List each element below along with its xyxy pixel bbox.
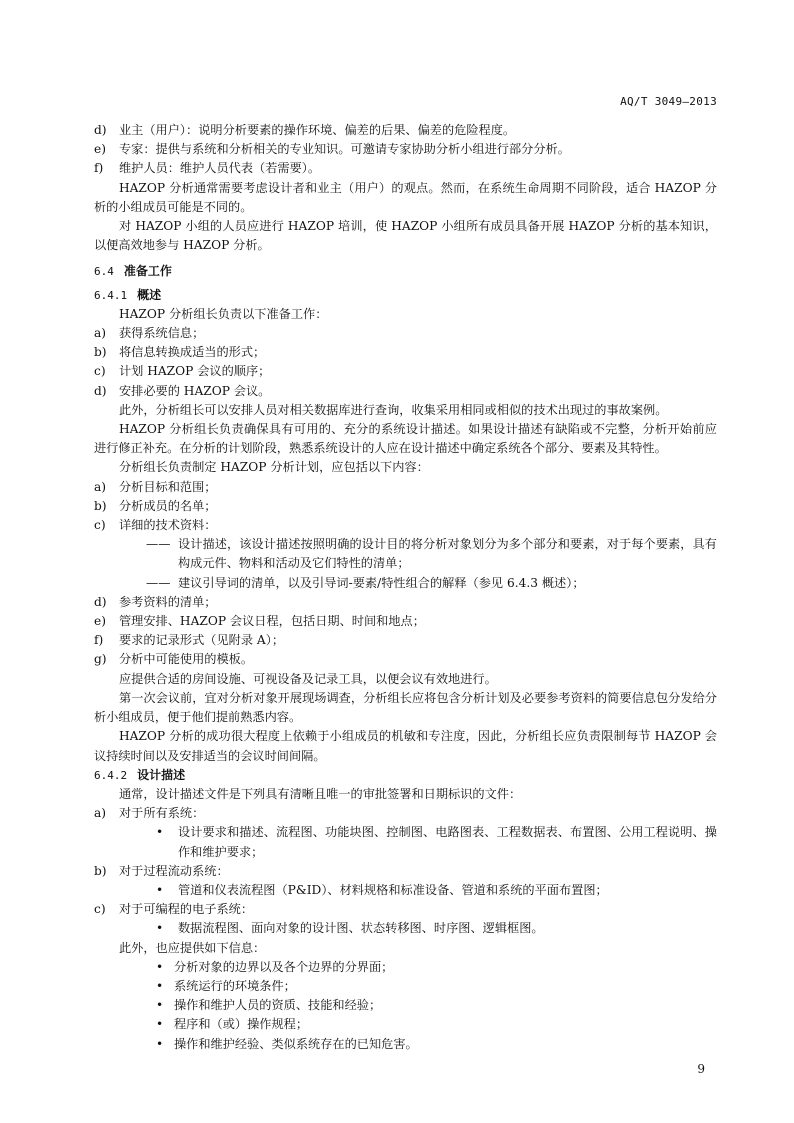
- section-heading-6-4-2: [94, 766, 717, 785]
- section-number: 6.4.1: [94, 288, 128, 302]
- list-text: 对于所有系统：: [119, 806, 205, 821]
- list-text: 将信息转换成适当的形式；: [119, 345, 266, 360]
- list-text: 参考资料的清单；: [119, 594, 217, 609]
- bullet-icon: •: [156, 825, 164, 840]
- list-item: [94, 478, 717, 497]
- list-item: [94, 140, 717, 159]
- list-item: [94, 593, 717, 612]
- bullet-item: [94, 977, 717, 996]
- section-heading-6-4: [94, 262, 717, 281]
- list-marker: f): [94, 633, 104, 648]
- bullet-item: [94, 919, 717, 938]
- bullet-icon: •: [156, 921, 164, 936]
- list-item: [94, 362, 717, 381]
- dash-text: 设计描述，该设计描述按照明确的设计目的将分析对象划分为多个部分和要素，对于每个要素，具有构成元件、物料和活动及它们特性的清单；: [178, 537, 717, 571]
- bullet-text: 系统运行的环境条件；: [174, 978, 296, 993]
- list-marker: e): [94, 614, 106, 629]
- list-item: [94, 121, 717, 140]
- paragraph: 通常，设计描述文件是下列具有清晰且唯一的审批签署和日期标识的文件：: [119, 786, 522, 801]
- list-marker: d): [94, 383, 107, 398]
- paragraph: HAZOP 分析组长负责确保具有可用的、充分的系统设计描述。如果设计描述有缺陷或不完整，分析开始前应进行修正补充。在分析的计划阶段，熟悉系统设计的人应在设计描述中确定系统各个部分、要素及其特性。: [94, 422, 717, 456]
- paragraph: 此外，也应提供如下信息：: [119, 940, 266, 955]
- dash-text: 建议引导词的清单，以及引导词-要素/特性组合的解释（参见 6.4.3 概述）；: [178, 575, 585, 590]
- list-text: 安排必要的 HAZOP 会议。: [119, 383, 271, 398]
- list-item: [94, 804, 717, 823]
- list-marker: a): [94, 326, 107, 341]
- paragraph: HAZOP 分析通常需要考虑设计者和业主（用户）的观点。然而，在系统生命周期不同阶段，适合 HAZOP 分析的小组成员可能是不同的。: [94, 180, 717, 214]
- bullet-item: [94, 1015, 717, 1034]
- list-text: 分析成员的名单；: [119, 498, 217, 513]
- list-text: 对于过程流动系统：: [119, 863, 229, 878]
- bullet-text: 操作和维护人员的资质、技能和经验；: [174, 998, 382, 1013]
- list-text: 详细的技术资料：: [119, 518, 217, 533]
- bullet-text: 程序和（或）操作规程；: [174, 1017, 309, 1032]
- dash-marker: ——: [146, 575, 171, 590]
- list-marker: c): [94, 518, 106, 533]
- list-item: [94, 343, 717, 362]
- list-text: 维护人员：维护人员代表（若需要）。: [119, 161, 321, 176]
- list-marker: e): [94, 142, 106, 157]
- list-marker: a): [94, 479, 107, 494]
- bullet-item: [94, 996, 717, 1015]
- list-text: 要求的记录形式（见附录 A）；: [119, 633, 285, 648]
- section-title: 准备工作: [123, 264, 172, 279]
- bullet-item: [94, 823, 717, 861]
- bullet-item: [94, 881, 717, 900]
- dash-marker: ——: [146, 537, 171, 552]
- list-item: [94, 650, 717, 669]
- list-item: [94, 382, 717, 401]
- section-title: 设计描述: [137, 767, 186, 782]
- list-text: 业主（用户）：说明分析要素的操作环境、偏差的后果、偏差的危险程度。: [119, 123, 516, 137]
- page-content: [94, 121, 717, 1054]
- list-item: [94, 862, 717, 881]
- bullet-text: 操作和维护经验、类似系统存在的已知危害。: [174, 1036, 418, 1051]
- bullet-icon: •: [156, 882, 164, 897]
- section-title: 概述: [137, 287, 162, 302]
- paragraph: 第一次会议前，宜对分析对象开展现场调查，分析组长应将包含分析计划及必要参考资料的简要信息包分发给分析小组成员，便于他们提前熟悉内容。: [94, 690, 717, 725]
- paragraph: HAZOP 分析的成功很大程度上依赖于小组成员的机敏和专注度，因此，分析组长应负责限制每节 HAZOP 会议持续时间以及安排适当的会议时间间隔。: [94, 729, 717, 763]
- list-item: [94, 631, 717, 650]
- bullet-text: 数据流程图、面向对象的设计图、状态转移图、时序图、逻辑框图。: [178, 921, 544, 936]
- list-marker: c): [94, 902, 106, 917]
- list-marker: b): [94, 498, 107, 513]
- list-marker: d): [94, 594, 107, 609]
- list-marker: f): [94, 161, 104, 176]
- list-item: [94, 497, 717, 516]
- bullet-icon: •: [156, 959, 164, 974]
- list-item: [94, 900, 717, 919]
- bullet-text: 分析对象的边界以及各个边界的分界面；: [174, 959, 394, 974]
- list-item: [94, 159, 717, 178]
- bullet-icon: •: [156, 998, 164, 1013]
- standard-code: AQ/T 3049—2013: [620, 95, 717, 108]
- paragraph: 对 HAZOP 小组的人员应进行 HAZOP 培训，使 HAZOP 小组所有成员具备开展 HAZOP 分析的基本知识，以便高效地参与 HAZOP 分析。: [94, 219, 717, 253]
- paragraph: 应提供合适的房间设施、可视设备及记录工具，以便会议有效地进行。: [119, 671, 497, 686]
- bullet-icon: •: [156, 1036, 164, 1051]
- section-number: 6.4.2: [94, 768, 128, 782]
- bullet-item: [94, 1035, 717, 1054]
- bullet-text: 管道和仪表流程图（P&ID）、材料规格和标准设备、管道和系统的平面布置图；: [178, 882, 608, 897]
- paragraph: HAZOP 分析组长负责以下准备工作：: [119, 306, 328, 321]
- list-item: [94, 612, 717, 631]
- bullet-item: [94, 958, 717, 977]
- section-heading-6-4-1: [94, 286, 717, 305]
- list-text: 对于可编程的电子系统：: [119, 902, 254, 917]
- page-number: 9: [697, 1062, 705, 1076]
- list-marker: d): [94, 123, 107, 137]
- bullet-text: 设计要求和描述、流程图、功能块图、控制图、电路图表、工程数据表、布置图、公用工程说明、操作和维护要求；: [178, 825, 717, 859]
- dash-item: [94, 574, 717, 593]
- list-marker: b): [94, 345, 107, 360]
- list-text: 管理安排、HAZOP 会议日程，包括日期、时间和地点；: [119, 614, 425, 629]
- paragraph: 分析组长负责制定 HAZOP 分析计划，应包括以下内容：: [119, 460, 429, 475]
- list-item: [94, 516, 717, 535]
- section-number: 6.4: [94, 265, 114, 279]
- list-text: 专家：提供与系统和分析相关的专业知识。可邀请专家协助分析小组进行部分分析。: [119, 142, 570, 157]
- list-marker: g): [94, 652, 107, 667]
- bullet-icon: •: [156, 978, 164, 993]
- list-text: 分析中可能使用的模板。: [119, 652, 254, 667]
- list-text: 获得系统信息；: [119, 326, 205, 341]
- list-item: [94, 324, 717, 343]
- dash-item: [94, 535, 717, 573]
- bullet-icon: •: [156, 1017, 164, 1032]
- list-marker: b): [94, 863, 107, 878]
- list-text: 计划 HAZOP 会议的顺序；: [119, 364, 271, 379]
- list-text: 分析目标和范围；: [119, 479, 217, 494]
- list-marker: c): [94, 364, 106, 379]
- paragraph: 此外，分析组长可以安排人员对相关数据库进行查询，收集采用相同或相似的技术出现过的事故案例。: [119, 402, 668, 417]
- list-marker: a): [94, 806, 107, 821]
